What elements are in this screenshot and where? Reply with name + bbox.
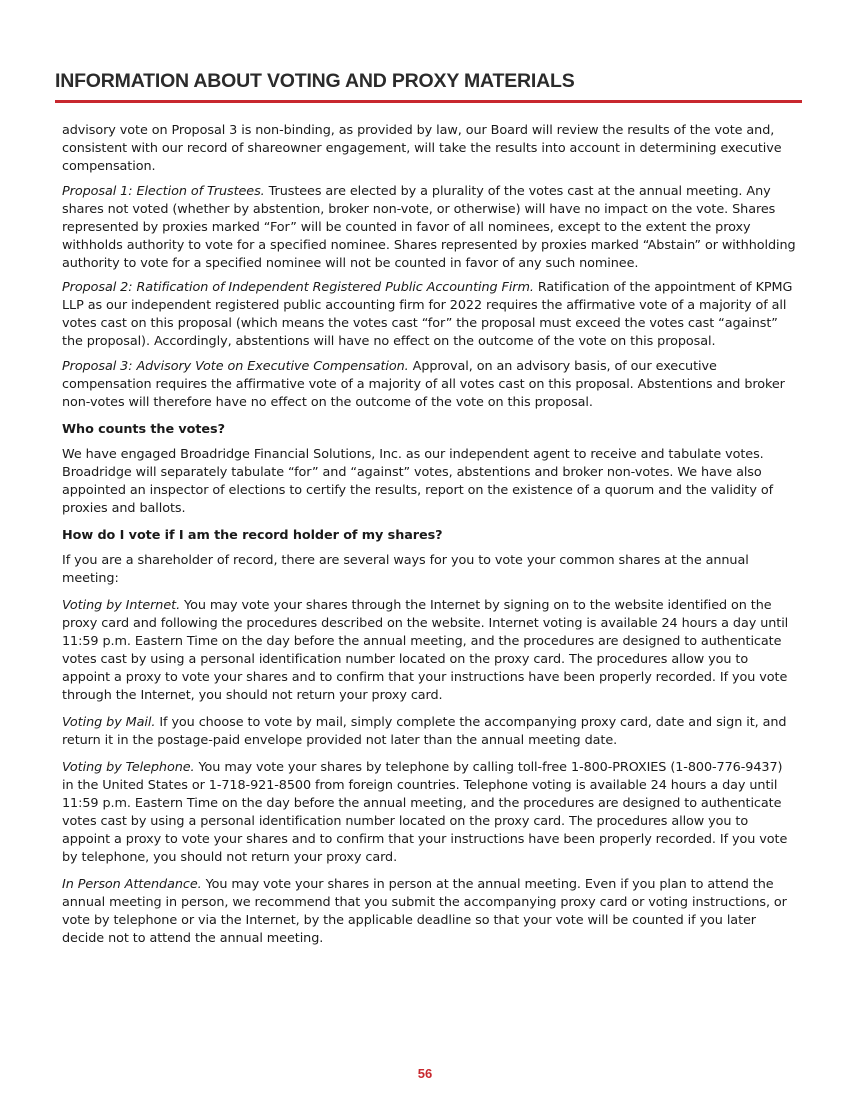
- voting-internet-lead: Voting by Internet.: [62, 597, 181, 613]
- proposal-1-lead: Proposal 1: Election of Trustees.: [62, 183, 265, 199]
- in-person-lead: In Person Attendance.: [62, 876, 202, 892]
- answer-who-counts: We have engaged Broadridge Financial Solutions, Inc. as our independent agent to receive and tabulate votes. Broadridge will separately tabulate “for” and “against” votes, abstentions and broker non-votes. We have also appointed an inspector of elections to certify the results, report on the existence of a quorum and the validity of proxies and ballots.: [62, 446, 774, 516]
- proposal-2-lead: Proposal 2: Ratification of Independent Registered Public Accounting Firm.: [62, 280, 534, 295]
- page-header: [55, 68, 802, 103]
- intro-paragraph: [62, 122, 797, 176]
- in-person-text: You may vote your shares in person at the annual meeting. Even if you plan to attend the annual meeting in person, we recommend that you submit the accompanying proxy card or voting instructions, or vote by telephone or via the Internet, by the applicable deadline so that your vote will be counted if you later decide not to attend the annual meeting.: [62, 876, 787, 946]
- proposal-1-text: Trustees are elected by a plurality of the votes cast at the annual meeting. Any shares not voted (whether by abstention, broker non-vote, or otherwise) will have no impact on the vote. Shares represented by proxies marked “For” will be counted in favor of all nominees, except to the extent the proxy withholds authority to vote for a specified nominee. Shares represented by proxies marked “Abstain” or withholding authority to vote for a specified nominee will not be counted in favor of any such nominee.: [62, 183, 796, 271]
- question-how-to-vote: How do I vote if I am the record holder of my shares?: [62, 527, 443, 543]
- voting-mail-lead: Voting by Mail.: [62, 714, 156, 730]
- voting-internet-text: You may vote your shares through the Internet by signing on to the website identified on the proxy card and following the procedures described on the website. Internet voting is available 24 hours a day until 11:59 p.m. Eastern Time on the day before the annual meeting, and the procedures are designed to authenticate votes cast by using a personal identification number located on the proxy card. The procedures allow you to appoint a proxy to vote your shares and to confirm that your instructions have been properly recorded. If you vote through the Internet, you should not return your proxy card.: [62, 597, 789, 703]
- voting-internet-paragraph: [62, 597, 797, 705]
- proposal-2-paragraph: [62, 279, 797, 351]
- proposal-3-text: Approval, on an advisory basis, of our executive compensation requires the affirmative vote of a majority of all votes cast on this proposal. Abstentions and broker non-votes will therefore have no effect on the outcome of the vote on this proposal.: [62, 358, 785, 410]
- page-number: 56: [417, 1066, 433, 1081]
- question-who-counts: Who counts the votes?: [62, 421, 225, 437]
- voting-telephone-text: You may vote your shares by telephone by calling toll-free 1-800-PROXIES (1-800-776-9437) in the United States or 1-718-921-8500 from foreign countries. Telephone voting is available 24 hours a day until 11:59 p.m. Eastern Time on the day before the annual meeting, and the procedures are designed to authenticate votes cast by using a personal identification number located on the proxy card. The procedures allow you to appoint a proxy to vote your shares and to confirm that your instructions have been properly recorded. If you vote by telephone, you should not return your proxy card.: [62, 759, 788, 865]
- voting-telephone-paragraph: [62, 759, 797, 867]
- proposal-3-lead: Proposal 3: Advisory Vote on Executive Compensation.: [62, 358, 409, 374]
- page-title: INFORMATION ABOUT VOTING AND PROXY MATERIALS: [55, 70, 575, 92]
- in-person-paragraph: [62, 876, 797, 948]
- voting-mail-paragraph: [62, 714, 797, 750]
- header-divider: [55, 100, 802, 103]
- voting-mail-text: If you choose to vote by mail, simply complete the accompanying proxy card, date and sign it, and return it in the postage-paid envelope provided not later than the annual meeting date.: [62, 714, 787, 748]
- answer-how-to-vote: If you are a shareholder of record, there are several ways for you to vote your common shares at the annual meeting:: [62, 552, 749, 586]
- voting-telephone-lead: Voting by Telephone.: [62, 759, 195, 775]
- main-content: [62, 122, 797, 954]
- proposal-2-text: Ratification of the appointment of KPMG LLP as our independent registered public accounting firm for 2022 requires the affirmative vote of a majority of all votes cast on this proposal (which means the votes cast “for” the proposal must exceed the votes cast “against” the proposal). Accordingly, abstentions will have no effect on the outcome of the vote on this proposal.: [62, 280, 793, 349]
- proposal-1-paragraph: [62, 183, 797, 273]
- proposal-3-paragraph: [62, 358, 797, 412]
- intro-text: advisory vote on Proposal 3 is non-binding, as provided by law, our Board will review the results of the vote and, consistent with our record of shareowner engagement, will take the results into account in determining executive compensation.: [62, 123, 782, 174]
